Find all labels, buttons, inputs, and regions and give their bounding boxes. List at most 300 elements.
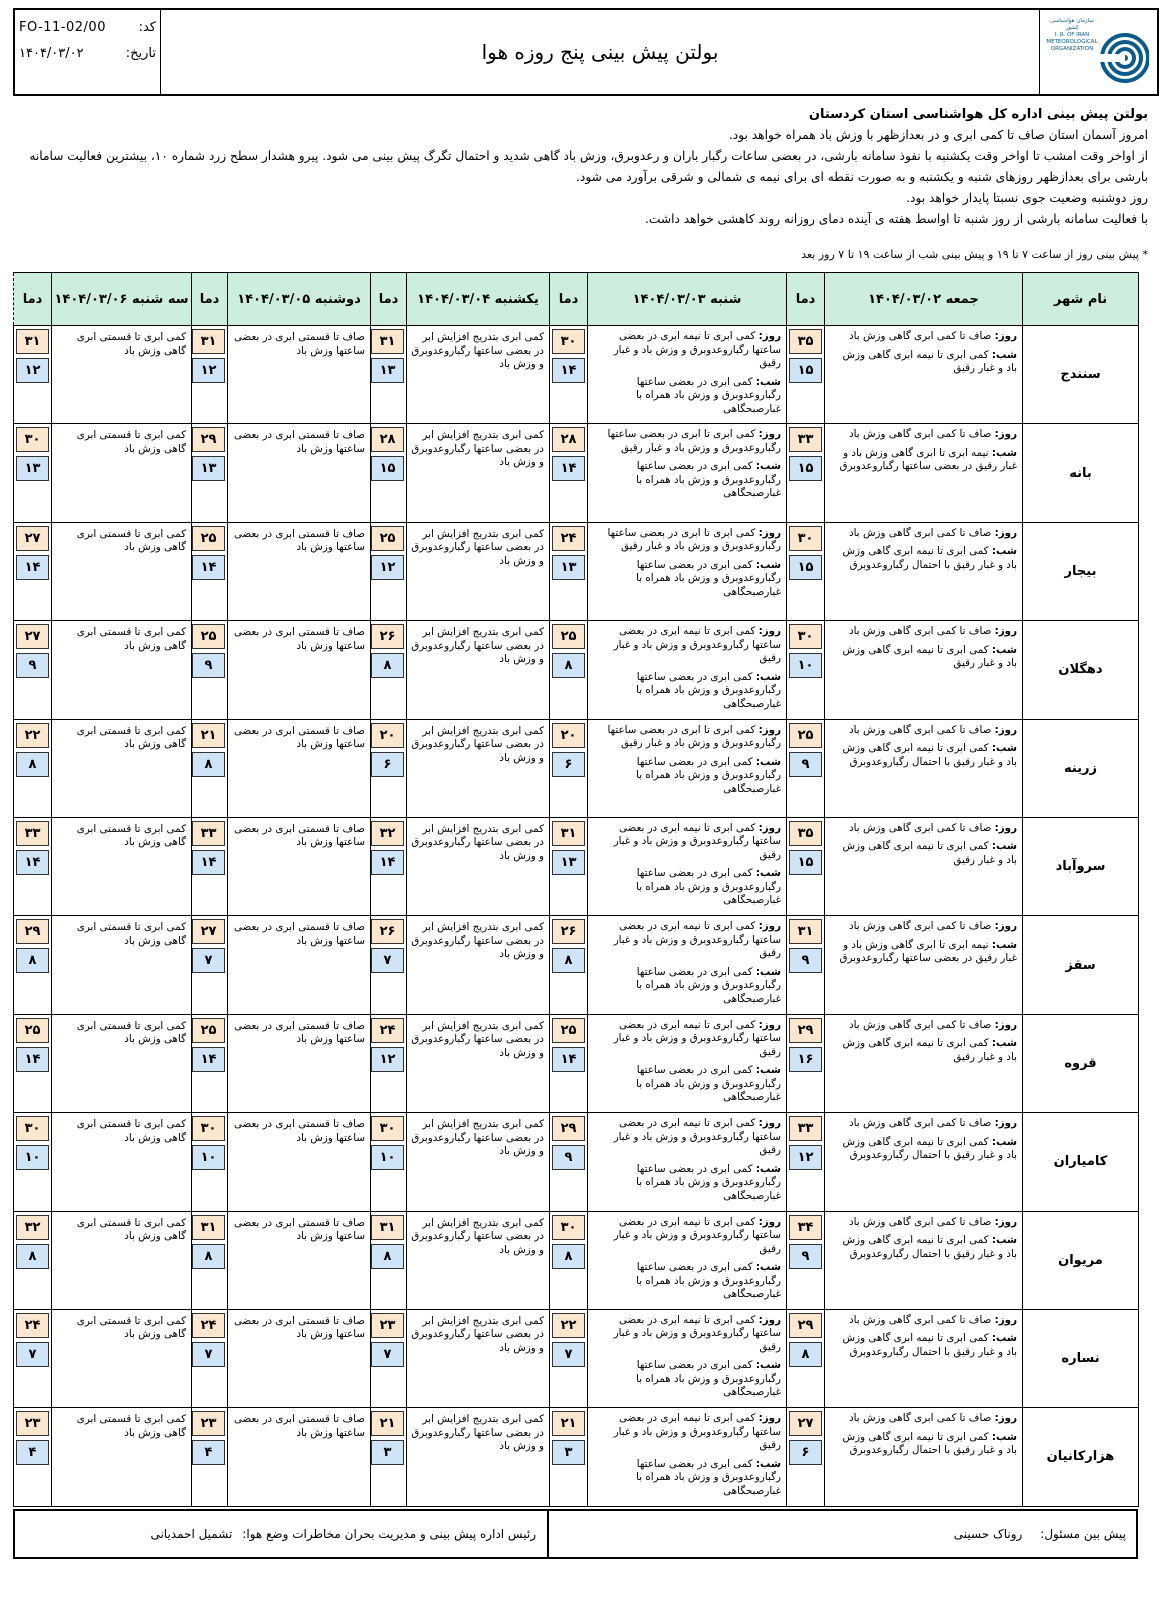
min-temp: ۱۲ [789, 1145, 822, 1170]
max-temp: ۲۳ [371, 1313, 404, 1338]
night-label: شب: [755, 1261, 781, 1274]
max-temp: ۲۵ [192, 1018, 225, 1043]
forecast-cell [407, 522, 550, 620]
max-temp: ۲۰ [552, 723, 585, 748]
table-row [14, 1113, 1139, 1211]
day-label: روز: [758, 330, 781, 342]
summary-line: با فعالیت سامانه بارشی از روز شنبه تا اواسط هفته ی آینده دمای روزانه روند کاهشی خواهد داشت. [645, 212, 1148, 226]
min-temp: ۶ [552, 752, 585, 777]
max-temp: ۲۷ [16, 526, 49, 551]
night-forecast [592, 1458, 781, 1499]
max-temp: ۲۵ [552, 1018, 585, 1043]
night-text: کمی ابری در بعضی ساعتها رگباروعدوبرق و وزش باد همراه با غبارصبحگاهی [636, 375, 781, 415]
night-text: کمی ابری در بعضی ساعتها رگباروعدوبرق و وزش باد همراه با غبارصبحگاهی [636, 1359, 781, 1399]
forecast-text: کمی ابری تا قسمتی ابری گاهی وزش باد [76, 331, 186, 357]
forecast-cell [228, 1309, 371, 1407]
max-temp: ۳۰ [192, 1116, 225, 1141]
city-name: بانه [1023, 424, 1139, 522]
forecast-desc [825, 326, 1022, 376]
max-temp: ۳۲ [16, 1215, 49, 1240]
max-temp: ۳۰ [552, 329, 585, 354]
forecast-text: کمی ابری بتدریج افزایش ابر در بعضی ساعتها رگباروعدوبرق و وزش باد [411, 822, 544, 862]
night-text: کمی ابری تا نیمه ابری گاهی وزش باد و غبار رقیق [842, 348, 1017, 374]
day-forecast [829, 527, 1017, 541]
min-temp: ۱۴ [552, 456, 585, 481]
temp-cell [787, 719, 825, 817]
night-forecast [592, 1163, 781, 1204]
temp-cell [371, 916, 407, 1014]
night-text: کمی ابری تا نیمه ابری گاهی وزش باد و غبار رقیق [842, 643, 1017, 670]
day-text: کمی ابری تا نیمه ابری در بعضی ساعتها رگباروعدوبرق و وزش باد و غبار رقیق [613, 1215, 781, 1255]
min-temp: ۱۵ [789, 850, 822, 875]
night-forecast [592, 460, 781, 501]
city-column-header: نام شهر [1023, 273, 1139, 326]
forecast-text: کمی ابری بتدریج افزایش ابر در بعضی ساعتها رگباروعدوبرق و وزش باد [411, 724, 544, 764]
day-forecast [592, 1117, 781, 1158]
night-forecast [829, 545, 1017, 572]
night-label: شب: [991, 446, 1017, 459]
forecast-desc [588, 916, 786, 1006]
day-text: کمی ابری تا نیمه ابری در بعضی ساعتها رگباروعدوبرق و وزش باد و غبار رقیق [613, 1117, 781, 1157]
min-temp: ۷ [371, 1342, 404, 1367]
forecast-cell [407, 424, 550, 522]
min-temp: ۸ [552, 653, 585, 678]
min-temp: ۷ [192, 1342, 225, 1367]
temp-cell [787, 326, 825, 424]
forecast-cell [52, 621, 192, 719]
city-name: زرینه [1023, 719, 1139, 817]
forecast-text: کمی ابری تا قسمتی ابری گاهی وزش باد [76, 1019, 186, 1046]
min-temp: ۸ [371, 1244, 404, 1269]
city-name: قروه [1023, 1014, 1139, 1112]
max-temp: ۳۰ [552, 1215, 585, 1240]
forecast-cell [825, 1014, 1023, 1112]
temp-cell [14, 621, 52, 719]
day-forecast [829, 920, 1017, 934]
day-text: کمی ابری تا نیمه ابری در بعضی ساعتها رگباروعدوبرق و وزش باد و غبار رقیق [613, 920, 781, 960]
temp-cell [371, 522, 407, 620]
temp-cell [14, 817, 52, 915]
forecast-cell [407, 1408, 550, 1506]
temp-cell [192, 424, 228, 522]
max-temp: ۲۵ [16, 1018, 49, 1043]
night-text: کمی ابری تا نیمه ابری گاهی وزش باد و غبار رقیق با احتمال رگباروعدوبرق [842, 1135, 1017, 1162]
forecast-text: صاف تا قسمتی ابری در بعضی ساعتها وزش باد [233, 429, 365, 455]
night-text: کمی ابری تا نیمه ابری گاهی وزش باد و غبار رقیق با احتمال رگباروعدوبرق [842, 1430, 1017, 1457]
table-row [14, 817, 1139, 915]
day-label: روز: [994, 1215, 1017, 1228]
day-forecast [592, 1412, 781, 1453]
forecast-desc [588, 1113, 786, 1203]
night-label: شب: [991, 938, 1017, 951]
min-temp: ۱۴ [16, 1047, 49, 1072]
forecast-cell [825, 1211, 1023, 1309]
temp-cell [550, 1113, 588, 1211]
max-temp: ۳۰ [789, 526, 822, 551]
city-name: هزارکانیان [1023, 1408, 1139, 1506]
temp-cell [14, 916, 52, 1014]
forecast-desc [825, 621, 1022, 671]
forecast-cell [588, 326, 787, 424]
day-label: روز: [994, 821, 1017, 834]
table-header-row [14, 273, 1139, 326]
forecast-text: صاف تا قسمتی ابری در بعضی ساعتها وزش باد [233, 1216, 365, 1243]
forecast-text: کمی ابری بتدریج افزایش ابر در بعضی ساعتها رگباروعدوبرق و وزش باد [411, 1413, 544, 1453]
table-row [14, 1408, 1139, 1506]
forecaster-label: پیش بین مسئول: [1040, 1527, 1126, 1541]
min-temp: ۸ [192, 752, 225, 777]
temp-cell [371, 326, 407, 424]
forecast-text: کمی ابری تا قسمتی ابری گاهی وزش باد [76, 1216, 186, 1243]
min-temp: ۱۶ [789, 1047, 822, 1072]
max-temp: ۲۵ [371, 526, 404, 551]
night-forecast [592, 756, 781, 797]
forecast-text: کمی ابری بتدریج افزایش ابر در بعضی ساعتها رگباروعدوبرق و وزش باد [411, 1216, 544, 1256]
min-temp: ۸ [16, 948, 49, 973]
night-text: کمی ابری در بعضی ساعتها رگباروعدوبرق و وزش باد همراه با غبارصبحگاهی [636, 965, 781, 1005]
forecast-text: صاف تا قسمتی ابری در بعضی ساعتها وزش باد [233, 822, 365, 849]
forecast-cell [407, 1309, 550, 1407]
table-row [14, 1309, 1139, 1407]
night-text: کمی ابری تا نیمه ابری گاهی وزش باد و غبار رقیق [842, 1037, 1017, 1063]
temp-cell [192, 326, 228, 424]
day-label: روز: [758, 1117, 781, 1130]
forecast-text: صاف تا قسمتی ابری در بعضی ساعتها وزش باد [233, 626, 365, 652]
temp-cell [787, 1113, 825, 1211]
forecast-cell [825, 326, 1023, 424]
temp-cell [14, 1211, 52, 1309]
night-forecast [829, 939, 1017, 966]
day-text: صاف تا کمی ابری گاهی وزش باد [849, 1313, 992, 1326]
day-label: روز: [758, 625, 781, 638]
min-temp: ۶ [371, 752, 404, 777]
temp-cell [787, 522, 825, 620]
temp-column-header: دما [787, 273, 825, 326]
code-label: کد: [138, 19, 156, 35]
forecast-text: کمی ابری تا قسمتی ابری گاهی وزش باد [76, 921, 186, 947]
temp-cell [787, 424, 825, 522]
night-label: شب: [991, 1332, 1017, 1345]
day-forecast [829, 625, 1017, 639]
night-forecast [829, 840, 1017, 867]
logo-line: METEOROLOGICAL [1046, 39, 1098, 45]
night-text: کمی ابری تا نیمه ابری گاهی وزش باد و غبار رقیق با احتمال رگباروعدوبرق [842, 545, 1017, 571]
day-text: کمی ابری تا نیمه ابری در بعضی ساعتها رگباروعدوبرق و وزش باد و غبار رقیق [613, 1412, 781, 1452]
temp-cell [550, 1211, 588, 1309]
day-text: کمی ابری تا نیمه ابری در بعضی ساعتها رگباروعدوبرق و وزش باد و غبار رقیق [613, 1313, 781, 1353]
day-label: روز: [994, 723, 1017, 736]
day-forecast [829, 1216, 1017, 1230]
min-temp: ۱۴ [552, 1047, 585, 1072]
forecast-text: صاف تا قسمتی ابری در بعضی ساعتها وزش باد [233, 1019, 365, 1046]
min-temp: ۳ [552, 1440, 585, 1465]
synoptic-summary [28, 104, 1148, 230]
max-temp: ۲۹ [789, 1018, 822, 1043]
min-temp: ۱۳ [192, 456, 225, 481]
day-forecast [829, 428, 1017, 442]
temp-column-header: دما [192, 273, 228, 326]
forecast-text: کمی ابری تا قسمتی ابری گاهی وزش باد [76, 1413, 186, 1439]
day-forecast [829, 1314, 1017, 1328]
day-text: صاف تا کمی ابری گاهی وزش باد [849, 330, 992, 342]
max-temp: ۳۳ [789, 1116, 822, 1141]
temp-cell [14, 1408, 52, 1506]
forecast-cell [825, 522, 1023, 620]
logo-text [1044, 18, 1100, 53]
max-temp: ۳۱ [16, 329, 49, 354]
forecast-cell [228, 1113, 371, 1211]
night-label: شب: [755, 375, 781, 388]
logo-area [1039, 10, 1157, 94]
forecast-cell [825, 1309, 1023, 1407]
temp-cell [550, 424, 588, 522]
city-name: نساره [1023, 1309, 1139, 1407]
day-text: کمی ابری تا نیمه ابری در بعضی ساعتها رگباروعدوبرق و وزش باد و غبار رقیق [613, 821, 781, 861]
max-temp: ۲۰ [371, 723, 404, 748]
forecast-cell [588, 621, 787, 719]
night-forecast [592, 376, 781, 417]
forecast-desc [825, 1408, 1022, 1458]
min-temp: ۱۴ [16, 555, 49, 580]
forecast-text: کمی ابری بتدریج افزایش ابر در بعضی ساعتها رگباروعدوبرق و وزش باد [411, 626, 544, 666]
forecast-desc [825, 1015, 1022, 1065]
temp-cell [550, 1309, 588, 1407]
forecast-cell [52, 719, 192, 817]
forecast-desc [588, 424, 786, 501]
min-temp: ۱۲ [371, 555, 404, 580]
min-temp: ۴ [192, 1440, 225, 1465]
head-name: تشمیل احمدیانی [150, 1527, 233, 1541]
logo-line: سازمان هواشناسی کشور [1050, 18, 1094, 31]
night-label: شب: [991, 1234, 1017, 1247]
night-text: نیمه ابری تا ابری گاهی وزش باد و غبار رقیق در بعضی ساعتها رگباروعدوبرق [839, 938, 1017, 965]
max-temp: ۲۵ [192, 624, 225, 649]
forecast-desc [825, 1113, 1022, 1163]
day-text: صاف تا کمی ابری گاهی وزش باد [849, 1117, 992, 1130]
footer-divider [547, 1511, 549, 1557]
night-label: شب: [991, 1135, 1017, 1148]
head-label: رئیس اداره پیش بینی و مدیریت بحران مخاطرات وضع هوا: [242, 1527, 536, 1541]
table-row [14, 719, 1139, 817]
min-temp: ۶ [789, 1440, 822, 1465]
temp-cell [371, 1309, 407, 1407]
max-temp: ۳۳ [789, 427, 822, 452]
night-forecast [829, 447, 1017, 474]
forecast-cell [588, 424, 787, 522]
min-temp: ۷ [552, 1342, 585, 1367]
night-text: کمی ابری در بعضی ساعتها رگباروعدوبرق و وزش باد همراه با غبارصبحگاهی [636, 460, 781, 500]
min-temp: ۹ [192, 653, 225, 678]
temp-cell [787, 1309, 825, 1407]
temp-cell [192, 1211, 228, 1309]
min-temp: ۱۴ [371, 850, 404, 875]
day-text: کمی ابری تا نیمه ابری در بعضی ساعتها رگباروعدوبرق و وزش باد و غبار رقیق [613, 625, 781, 665]
max-temp: ۲۹ [192, 427, 225, 452]
min-temp: ۸ [16, 1244, 49, 1269]
night-label: شب: [755, 867, 781, 880]
forecast-cell [52, 522, 192, 620]
day-column-header: جمعه ۱۴۰۴/۰۳/۰۲ [825, 273, 1023, 326]
city-name: دهگلان [1023, 621, 1139, 719]
forecast-time-note: * پیش بینی روز از ساعت ۷ تا ۱۹ و پیش بینی شب از ساعت ۱۹ تا ۷ روز بعد [801, 248, 1148, 261]
min-temp: ۹ [789, 948, 822, 973]
day-text: صاف تا کمی ابری گاهی وزش باد [849, 625, 992, 638]
night-label: شب: [755, 1457, 781, 1470]
day-label: روز: [758, 526, 781, 539]
day-label: روز: [758, 1412, 781, 1425]
min-temp: ۱۲ [371, 1047, 404, 1072]
day-column-header: دوشنبه ۱۴۰۴/۰۳/۰۵ [228, 273, 371, 326]
temp-cell [192, 1309, 228, 1407]
forecast-cell [52, 916, 192, 1014]
temp-cell [550, 916, 588, 1014]
max-temp: ۲۵ [552, 624, 585, 649]
night-label: شب: [755, 1064, 781, 1077]
temp-cell [550, 326, 588, 424]
day-text: صاف تا کمی ابری گاهی وزش باد [849, 1412, 992, 1425]
day-label: روز: [758, 1018, 781, 1031]
forecast-text: کمی ابری بتدریج افزایش ابر در بعضی ساعتها رگباروعدوبرق و وزش باد [411, 429, 544, 469]
forecast-text: صاف تا قسمتی ابری در بعضی ساعتها وزش باد [233, 1118, 365, 1144]
forecast-desc [825, 1212, 1022, 1262]
forecast-cell [588, 1309, 787, 1407]
day-label: روز: [994, 1117, 1017, 1130]
min-temp: ۸ [371, 653, 404, 678]
night-forecast [592, 966, 781, 1007]
night-label: شب: [991, 1430, 1017, 1443]
forecast-cell [588, 719, 787, 817]
forecast-text: صاف تا قسمتی ابری در بعضی ساعتها وزش باد [233, 1413, 365, 1439]
forecast-cell [52, 1408, 192, 1506]
forecast-desc [588, 1015, 786, 1105]
temp-cell [550, 1408, 588, 1506]
forecast-cell [407, 1014, 550, 1112]
day-label: روز: [758, 920, 781, 933]
forecast-desc [825, 916, 1022, 966]
min-temp: ۱۵ [789, 555, 822, 580]
logo-line: ORGANIZATION [1050, 46, 1094, 52]
forecast-cell [228, 522, 371, 620]
min-temp: ۱۴ [192, 850, 225, 875]
max-temp: ۳۳ [16, 821, 49, 846]
max-temp: ۳۵ [789, 329, 822, 354]
temp-column-header: دما [550, 273, 588, 326]
min-temp: ۱۳ [371, 358, 404, 383]
day-label: روز: [994, 1412, 1017, 1425]
temp-cell [787, 1014, 825, 1112]
night-label: شب: [755, 1162, 781, 1175]
temp-cell [787, 916, 825, 1014]
forecast-cell [228, 719, 371, 817]
max-temp: ۲۷ [16, 624, 49, 649]
night-text: کمی ابری در بعضی ساعتها رگباروعدوبرق و وزش باد همراه با غبارصبحگاهی [636, 558, 781, 598]
forecast-text: کمی ابری تا قسمتی ابری گاهی وزش باد [76, 822, 186, 849]
summary-line: از اواخر وقت امشب تا اواخر وقت یکشنبه با نفوذ سامانه بارشی، در بعضی ساعات رگبار باران و رعدوبرق، وزش باد گاهی شدید و احتمال تگرگ پیش بینی می شود. پیرو هشدار سطح زرد شماره ۱۰، بیشترین فعالیت سامانه [29, 149, 1148, 163]
max-temp: ۳۱ [192, 1215, 225, 1240]
forecast-desc [825, 1310, 1022, 1360]
max-temp: ۲۶ [552, 919, 585, 944]
forecast-cell [52, 1014, 192, 1112]
temp-cell [787, 621, 825, 719]
day-forecast [592, 920, 781, 961]
max-temp: ۳۱ [371, 1215, 404, 1240]
head-cell [16, 1511, 536, 1557]
night-text: کمی ابری در بعضی ساعتها رگباروعدوبرق و وزش باد همراه با غبارصبحگاهی [636, 1261, 781, 1301]
night-forecast [829, 644, 1017, 671]
temp-cell [192, 916, 228, 1014]
max-temp: ۲۵ [789, 723, 822, 748]
forecast-cell [407, 1211, 550, 1309]
day-text: کمی ابری تا نیمه ابری در بعضی ساعتها رگباروعدوبرق و وزش باد و غبار رقیق [613, 330, 781, 369]
max-temp: ۲۴ [16, 1313, 49, 1338]
day-forecast [829, 724, 1017, 738]
code-value: FO-11-02/00 [19, 19, 106, 35]
day-label: روز: [994, 330, 1017, 342]
temp-cell [14, 719, 52, 817]
forecast-cell [825, 719, 1023, 817]
max-temp: ۳۵ [789, 821, 822, 846]
forecast-cell [228, 424, 371, 522]
forecast-cell [52, 817, 192, 915]
forecast-cell [588, 1211, 787, 1309]
night-forecast [592, 1064, 781, 1105]
day-forecast [592, 330, 781, 371]
night-label: شب: [991, 348, 1017, 361]
night-label: شب: [755, 558, 781, 571]
day-forecast [592, 1314, 781, 1355]
temp-cell [787, 1211, 825, 1309]
forecast-text: کمی ابری بتدریج افزایش ابر در بعضی ساعتها رگباروعدوبرق و وزش باد [411, 527, 544, 567]
forecast-cell [407, 817, 550, 915]
min-temp: ۱۵ [789, 358, 822, 383]
max-temp: ۲۱ [552, 1411, 585, 1436]
max-temp: ۳۱ [552, 821, 585, 846]
max-temp: ۲۷ [789, 1411, 822, 1436]
logo-line: I. R. OF IRAN [1054, 32, 1090, 38]
min-temp: ۱۰ [192, 1145, 225, 1170]
day-text: کمی ابری تا ابری در بعضی ساعتها رگباروعدوبرق و وزش باد و غبار رقیق [607, 526, 781, 553]
max-temp: ۳۱ [789, 919, 822, 944]
night-forecast [829, 1037, 1017, 1064]
max-temp: ۲۶ [371, 624, 404, 649]
forecast-text: کمی ابری بتدریج افزایش ابر در بعضی ساعتها رگباروعدوبرق و وزش باد [411, 1019, 544, 1059]
night-label: شب: [991, 545, 1017, 558]
temp-cell [371, 1014, 407, 1112]
table-row [14, 1014, 1139, 1112]
day-label: روز: [758, 821, 781, 834]
temp-column-header: دما [371, 273, 407, 326]
day-label: روز: [758, 723, 781, 736]
forecast-cell [407, 719, 550, 817]
forecast-cell [825, 1408, 1023, 1506]
city-name: سقز [1023, 916, 1139, 1014]
day-text: کمی ابری تا ابری در بعضی ساعتها رگباروعدوبرق و وزش باد و غبار رقیق [607, 428, 781, 454]
max-temp: ۲۳ [16, 1411, 49, 1436]
day-forecast [829, 1117, 1017, 1131]
temp-cell [371, 719, 407, 817]
max-temp: ۲۴ [552, 526, 585, 551]
temp-cell [14, 1014, 52, 1112]
night-label: شب: [755, 965, 781, 978]
forecast-desc [588, 1408, 786, 1498]
forecast-desc [588, 818, 786, 908]
max-temp: ۳۰ [371, 1116, 404, 1141]
forecast-cell [228, 817, 371, 915]
day-text: کمی ابری تا نیمه ابری در بعضی ساعتها رگباروعدوبرق و وزش باد و غبار رقیق [613, 1018, 781, 1058]
temp-cell [787, 1408, 825, 1506]
temp-cell [371, 1408, 407, 1506]
day-label: روز: [994, 1313, 1017, 1326]
